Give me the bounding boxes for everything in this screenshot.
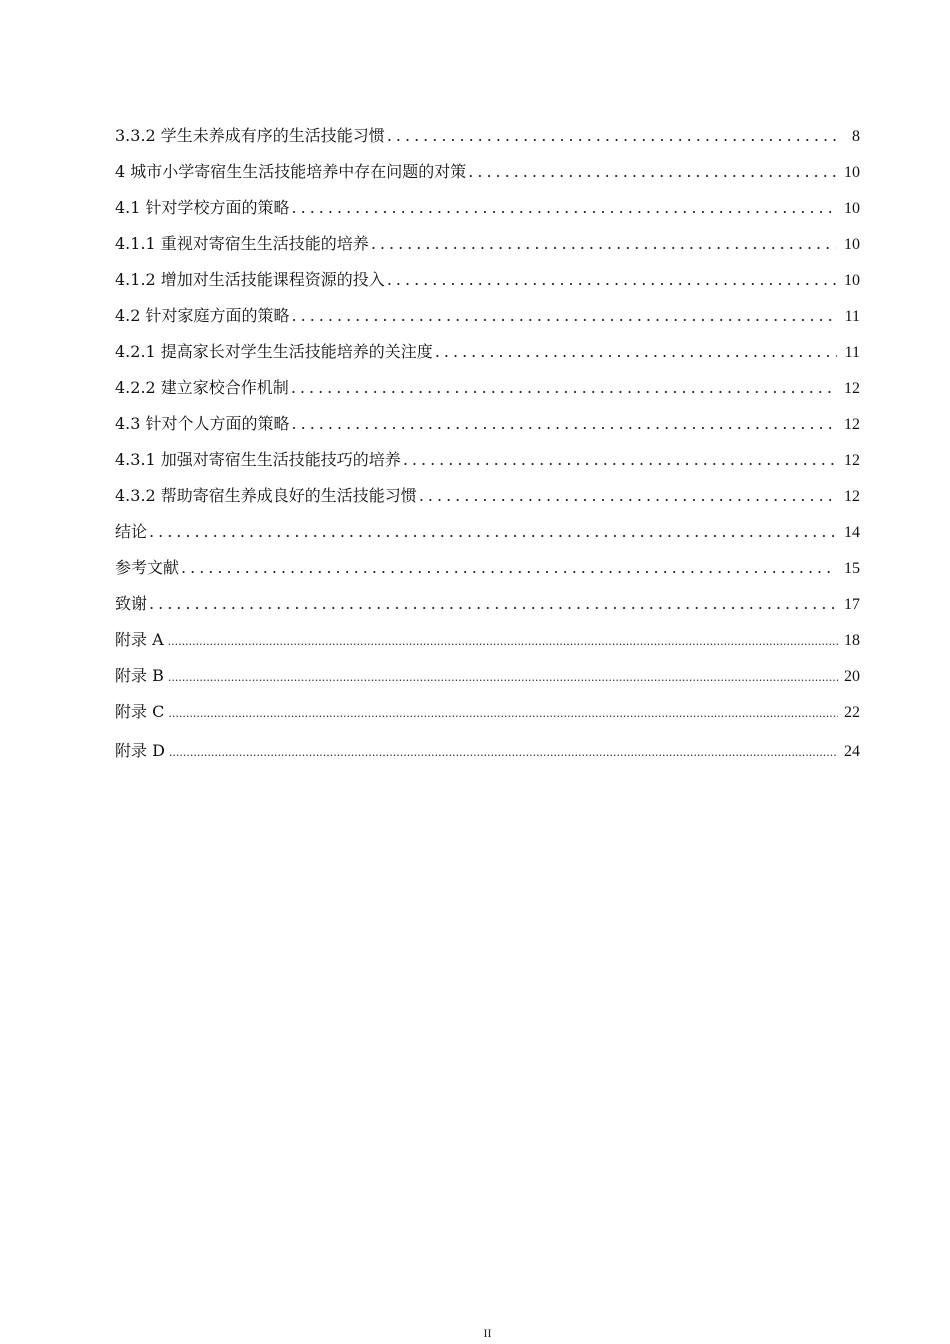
toc-entry-page: 24 — [844, 743, 860, 760]
toc-entry-label: 3.3.2 学生未养成有序的生活技能习惯 — [115, 126, 385, 145]
toc-entry-page: 10 — [844, 200, 860, 217]
toc-entry[interactable] — [115, 334, 860, 370]
toc-entry-page: 12 — [844, 380, 860, 397]
toc-entry-page: 10 — [844, 236, 860, 253]
toc-dot-leader — [419, 478, 836, 514]
toc-dot-leader — [387, 262, 836, 298]
toc-dot-leader — [168, 660, 838, 696]
toc-entry[interactable] — [115, 118, 860, 154]
toc-entry-label: 4.1.1 重视对寄宿生生活技能的培养 — [115, 234, 369, 253]
toc-dot-leader — [292, 406, 836, 442]
toc-entry[interactable] — [115, 226, 860, 262]
toc-dot-leader — [403, 442, 836, 478]
toc-entry-label: 参考文献 — [115, 558, 180, 577]
toc-entry[interactable] — [115, 190, 860, 226]
toc-entry-page: 11 — [844, 344, 860, 361]
toc-entry[interactable] — [115, 154, 860, 190]
toc-dot-leader — [387, 118, 838, 154]
toc-entry-page: 8 — [852, 128, 860, 145]
toc-entry[interactable] — [115, 730, 860, 772]
toc-dot-leader — [168, 696, 838, 732]
toc-entry-label: 4.1.2 增加对生活技能课程资源的投入 — [115, 270, 385, 289]
toc-entry[interactable] — [115, 658, 860, 694]
toc-entry-page: 14 — [844, 524, 860, 541]
toc-entry[interactable] — [115, 694, 860, 730]
toc-entry-label: 4.3 针对个人方面的策略 — [115, 414, 290, 433]
toc-entry-label: 4.3.1 加强对寄宿生生活技能技巧的培养 — [115, 450, 401, 469]
toc-entry-label: 附录 B — [115, 666, 164, 685]
toc-dot-leader — [292, 190, 836, 226]
toc-dot-leader — [371, 226, 836, 262]
toc-entry-page: 22 — [844, 704, 860, 721]
toc-entry[interactable] — [115, 262, 860, 298]
toc-entry-page: 11 — [844, 308, 860, 325]
toc-entry-page: 15 — [844, 560, 860, 577]
toc-entry-label: 4 城市小学寄宿生生活技能培养中存在问题的对策 — [115, 162, 467, 181]
toc-entry-page: 12 — [844, 416, 860, 433]
table-of-contents — [115, 118, 860, 772]
toc-entry-label: 4.1 针对学校方面的策略 — [115, 198, 290, 217]
toc-dot-leader — [291, 370, 836, 406]
toc-entry-page: 10 — [844, 164, 860, 181]
toc-entry[interactable] — [115, 550, 860, 586]
page-number: II — [483, 1326, 492, 1340]
toc-entry-page: 12 — [844, 452, 860, 469]
toc-entry[interactable] — [115, 622, 860, 658]
toc-entry[interactable] — [115, 478, 860, 514]
toc-entry-page: 18 — [844, 632, 860, 649]
toc-dot-leader — [149, 586, 836, 622]
toc-entry-label: 致谢 — [115, 594, 148, 613]
toc-dot-leader — [435, 334, 837, 370]
toc-dot-leader — [149, 514, 836, 550]
toc-dot-leader — [468, 154, 836, 190]
toc-entry-label: 4.3.2 帮助寄宿生养成良好的生活技能习惯 — [115, 486, 417, 505]
toc-entry-page: 17 — [844, 596, 860, 613]
toc-entry-label: 结论 — [115, 522, 148, 541]
toc-entry[interactable] — [115, 586, 860, 622]
toc-entry-label: 4.2.2 建立家校合作机制 — [115, 378, 289, 397]
toc-entry-label: 附录 C — [115, 702, 165, 721]
toc-entry[interactable] — [115, 370, 860, 406]
toc-entry[interactable] — [115, 442, 860, 478]
toc-entry-label: 4.2 针对家庭方面的策略 — [115, 306, 290, 325]
toc-dot-leader — [292, 298, 837, 334]
toc-dot-leader — [181, 550, 836, 586]
toc-entry-label: 附录 A — [115, 630, 164, 649]
toc-entry-page: 12 — [844, 488, 860, 505]
toc-dot-leader — [169, 732, 838, 774]
toc-entry-page: 20 — [844, 668, 860, 685]
toc-entry[interactable] — [115, 406, 860, 442]
toc-entry-label: 附录 D — [115, 741, 165, 760]
toc-entry[interactable] — [115, 514, 860, 550]
toc-dot-leader — [168, 624, 838, 660]
toc-entry-page: 10 — [844, 272, 860, 289]
toc-entry[interactable] — [115, 298, 860, 334]
toc-entry-label: 4.2.1 提高家长对学生生活技能培养的关注度 — [115, 342, 433, 361]
